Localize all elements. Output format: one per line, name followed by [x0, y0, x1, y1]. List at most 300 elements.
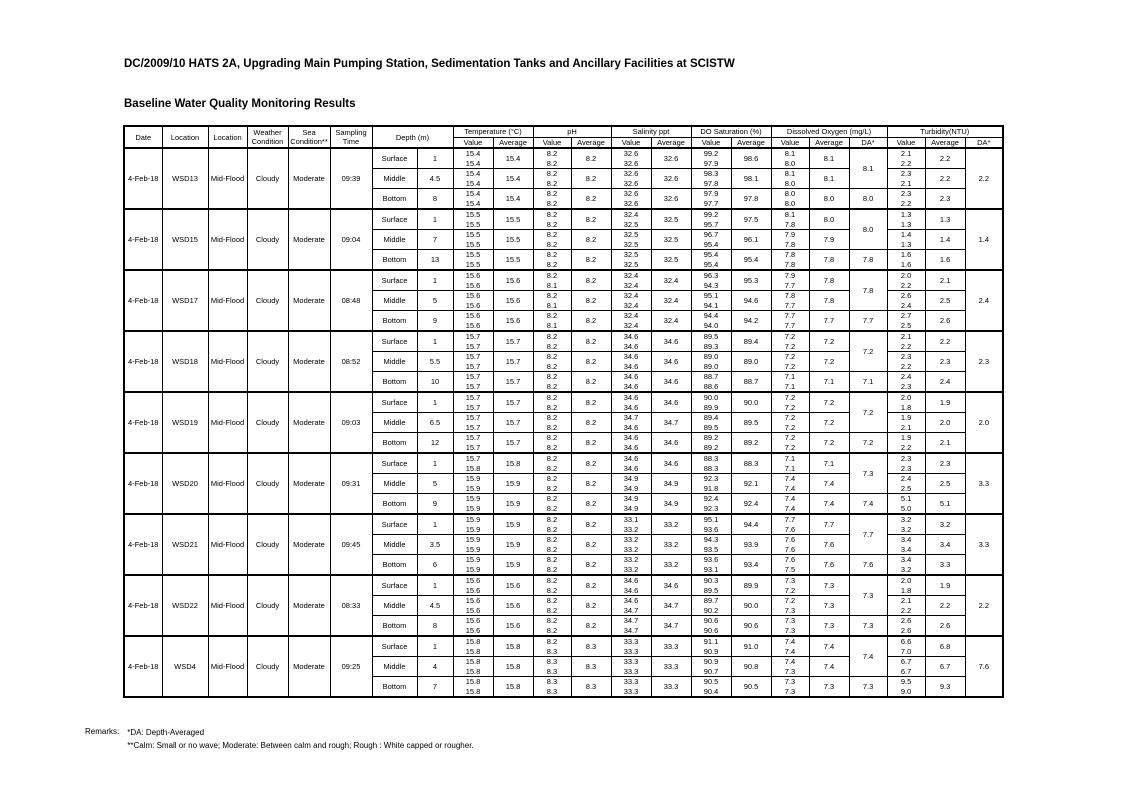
cell-turbidity-average: 1.4: [925, 230, 965, 250]
cell-depth-m: 1: [417, 453, 453, 474]
cell-temperature-value: 15.6 15.6: [453, 596, 493, 616]
cell-turbidity-value: 1.9 2.2: [887, 433, 925, 454]
cell-salinity-average: 34.7: [651, 413, 691, 433]
cell-depth-m: 1: [417, 331, 453, 352]
cell-dissolved-oxygen-average: 7.7: [809, 311, 849, 332]
cell-turbidity-value: 6.7 6.7: [887, 657, 925, 677]
cell-depth-m: 1: [417, 575, 453, 596]
cell-do-saturation-value: 95.4 95.4: [691, 250, 731, 271]
cell-turbidity-average: 2.6: [925, 616, 965, 637]
cell-depth-name: Surface: [372, 270, 417, 291]
cell-dissolved-oxygen-da: 7.2: [849, 392, 887, 433]
cell-do-saturation-value: 94.4 94.0: [691, 311, 731, 332]
cell-depth-m: 4.5: [417, 596, 453, 616]
cell-do-saturation-average: 94.6: [731, 291, 771, 311]
cell-tide-location: Mid-Flood: [208, 148, 247, 209]
cell-do-saturation-value: 90.9 90.7: [691, 657, 731, 677]
cell-dissolved-oxygen-value: 7.4 7.3: [771, 657, 809, 677]
cell-turbidity-average: 2.2: [925, 148, 965, 169]
cell-ph-value: 8.3 8.3: [533, 657, 571, 677]
table-body: [124, 148, 1003, 697]
cell-turbidity-value: 3.2 3.2: [887, 514, 925, 535]
cell-location: WSD20: [162, 453, 208, 514]
cell-ph-value: 8.2 8.2: [533, 555, 571, 576]
cell-salinity-value: 34.6 34.6: [611, 433, 651, 454]
cell-do-saturation-value: 96.3 94.3: [691, 270, 731, 291]
cell-dissolved-oxygen-value: 7.2 7.2: [771, 413, 809, 433]
cell-dissolved-oxygen-average: 7.1: [809, 372, 849, 393]
cell-do-saturation-value: 88.7 88.6: [691, 372, 731, 393]
cell-ph-average: 8.2: [571, 291, 611, 311]
cell-do-saturation-average: 89.0: [731, 352, 771, 372]
cell-turbidity-da: 3.3: [965, 514, 1003, 575]
cell-turbidity-value: 9.5 9.0: [887, 677, 925, 698]
cell-depth-m: 1: [417, 514, 453, 535]
cell-depth-m: 1: [417, 636, 453, 657]
cell-turbidity-average: 3.2: [925, 514, 965, 535]
cell-temperature-average: 15.9: [493, 555, 533, 576]
cell-tide-location: Mid-Flood: [208, 514, 247, 575]
cell-location: WSD15: [162, 209, 208, 270]
cell-salinity-value: 32.6 32.6: [611, 148, 651, 169]
cell-dissolved-oxygen-da: 7.3: [849, 575, 887, 616]
cell-temperature-average: 15.6: [493, 575, 533, 596]
cell-do-saturation-value: 99.2 95.7: [691, 209, 731, 230]
depth-row: [124, 331, 1003, 352]
cell-salinity-value: 33.3 33.3: [611, 636, 651, 657]
cell-date: 4-Feb-18: [124, 331, 162, 392]
cell-dissolved-oxygen-average: 7.2: [809, 392, 849, 413]
subcol-ph-value: Value: [533, 137, 571, 148]
cell-ph-average: 8.2: [571, 453, 611, 474]
cell-salinity-value: 32.4 32.5: [611, 209, 651, 230]
cell-dissolved-oxygen-value: 7.4 7.4: [771, 636, 809, 657]
cell-depth-m: 13: [417, 250, 453, 271]
cell-depth-m: 6.5: [417, 413, 453, 433]
cell-tide-location: Mid-Flood: [208, 209, 247, 270]
cell-salinity-average: 33.3: [651, 636, 691, 657]
cell-do-saturation-average: 97.8: [731, 189, 771, 210]
cell-temperature-value: 15.9 15.9: [453, 514, 493, 535]
cell-dissolved-oxygen-value: 7.3 7.3: [771, 616, 809, 637]
cell-temperature-value: 15.8 15.8: [453, 636, 493, 657]
cell-do-saturation-average: 88.3: [731, 453, 771, 474]
cell-location: WSD4: [162, 636, 208, 697]
cell-location: WSD17: [162, 270, 208, 331]
cell-ph-average: 8.2: [571, 616, 611, 637]
cell-ph-average: 8.2: [571, 169, 611, 189]
cell-sampling-time: 09:31: [330, 453, 372, 514]
cell-salinity-value: 33.3 33.3: [611, 677, 651, 698]
cell-ph-value: 8.2 8.1: [533, 291, 571, 311]
cell-dissolved-oxygen-average: 7.4: [809, 636, 849, 657]
cell-temperature-average: 15.7: [493, 433, 533, 454]
cell-turbidity-value: 2.4 2.5: [887, 474, 925, 494]
cell-dissolved-oxygen-da: 8.1: [849, 148, 887, 189]
cell-ph-value: 8.2 8.1: [533, 311, 571, 332]
cell-turbidity-value: 2.0 2.2: [887, 270, 925, 291]
cell-ph-average: 8.2: [571, 535, 611, 555]
cell-ph-value: 8.2 8.2: [533, 514, 571, 535]
cell-do-saturation-average: 94.4: [731, 514, 771, 535]
monitoring-table: [123, 125, 1004, 698]
cell-dissolved-oxygen-value: 7.6 7.5: [771, 555, 809, 576]
cell-salinity-average: 32.5: [651, 230, 691, 250]
cell-turbidity-value: 5.1 5.0: [887, 494, 925, 515]
cell-date: 4-Feb-18: [124, 148, 162, 209]
cell-temperature-value: 15.4 15.4: [453, 189, 493, 210]
cell-dissolved-oxygen-value: 7.8 7.8: [771, 250, 809, 271]
subcol-temperature-average: Average: [493, 137, 533, 148]
cell-dissolved-oxygen-da: 8.0: [849, 189, 887, 210]
cell-depth-name: Bottom: [372, 555, 417, 576]
subcol-dissolved-oxygen-value: Value: [771, 137, 809, 148]
cell-sea-condition: Moderate: [288, 453, 330, 514]
cell-turbidity-value: 1.9 2.1: [887, 413, 925, 433]
cell-sampling-time: 08:52: [330, 331, 372, 392]
cell-dissolved-oxygen-average: 7.3: [809, 616, 849, 637]
cell-depth-m: 12: [417, 433, 453, 454]
cell-temperature-value: 15.6 15.6: [453, 291, 493, 311]
cell-dissolved-oxygen-average: 7.6: [809, 555, 849, 576]
cell-turbidity-da: 2.3: [965, 331, 1003, 392]
cell-ph-value: 8.2 8.2: [533, 453, 571, 474]
cell-do-saturation-average: 93.9: [731, 535, 771, 555]
cell-do-saturation-average: 95.3: [731, 270, 771, 291]
cell-depth-name: Middle: [372, 352, 417, 372]
cell-dissolved-oxygen-average: 7.2: [809, 352, 849, 372]
cell-turbidity-average: 1.6: [925, 250, 965, 271]
cell-salinity-average: 33.3: [651, 657, 691, 677]
cell-turbidity-average: 1.9: [925, 575, 965, 596]
cell-date: 4-Feb-18: [124, 392, 162, 453]
cell-dissolved-oxygen-da: 7.2: [849, 331, 887, 372]
cell-turbidity-value: 2.3 2.1: [887, 169, 925, 189]
cell-tide-location: Mid-Flood: [208, 270, 247, 331]
cell-depth-m: 1: [417, 148, 453, 169]
cell-depth-name: Middle: [372, 291, 417, 311]
cell-depth-name: Bottom: [372, 616, 417, 637]
cell-turbidity-average: 2.1: [925, 270, 965, 291]
cell-do-saturation-value: 90.6 90.6: [691, 616, 731, 637]
cell-sampling-time: 08:33: [330, 575, 372, 636]
cell-depth-name: Surface: [372, 392, 417, 413]
col-group-do-saturation: DO Saturation (%): [691, 126, 771, 137]
cell-sea-condition: Moderate: [288, 331, 330, 392]
cell-ph-average: 8.3: [571, 636, 611, 657]
cell-ph-average: 8.2: [571, 311, 611, 332]
cell-temperature-value: 15.6 15.6: [453, 311, 493, 332]
cell-temperature-average: 15.6: [493, 291, 533, 311]
cell-salinity-average: 34.9: [651, 494, 691, 515]
cell-depth-m: 3.5: [417, 535, 453, 555]
cell-date: 4-Feb-18: [124, 453, 162, 514]
cell-do-saturation-average: 90.8: [731, 657, 771, 677]
col-header-weather-condition: Weather Condition: [247, 126, 288, 148]
cell-turbidity-da: 7.6: [965, 636, 1003, 697]
cell-ph-average: 8.2: [571, 514, 611, 535]
cell-do-saturation-average: 89.4: [731, 331, 771, 352]
cell-turbidity-da: 2.0: [965, 392, 1003, 453]
depth-row: [124, 636, 1003, 657]
cell-tide-location: Mid-Flood: [208, 331, 247, 392]
cell-tide-location: Mid-Flood: [208, 575, 247, 636]
cell-dissolved-oxygen-average: 7.8: [809, 291, 849, 311]
cell-salinity-average: 33.2: [651, 535, 691, 555]
cell-turbidity-value: 2.1 2.2: [887, 148, 925, 169]
cell-dissolved-oxygen-value: 8.0 8.0: [771, 189, 809, 210]
cell-ph-value: 8.2 8.2: [533, 433, 571, 454]
cell-do-saturation-average: 98.1: [731, 169, 771, 189]
cell-temperature-value: 15.7 15.8: [453, 453, 493, 474]
cell-ph-average: 8.3: [571, 657, 611, 677]
cell-temperature-value: 15.5 15.5: [453, 250, 493, 271]
depth-row: [124, 575, 1003, 596]
cell-salinity-average: 34.6: [651, 433, 691, 454]
depth-row: [124, 270, 1003, 291]
cell-temperature-average: 15.8: [493, 453, 533, 474]
cell-dissolved-oxygen-value: 7.9 7.8: [771, 230, 809, 250]
cell-ph-value: 8.2 8.2: [533, 535, 571, 555]
cell-turbidity-value: 1.4 1.3: [887, 230, 925, 250]
cell-turbidity-value: 2.4 2.3: [887, 372, 925, 393]
cell-temperature-value: 15.7 15.7: [453, 352, 493, 372]
cell-salinity-average: 34.6: [651, 575, 691, 596]
cell-weather-condition: Cloudy: [247, 514, 288, 575]
cell-do-saturation-value: 89.7 90.2: [691, 596, 731, 616]
cell-ph-value: 8.2 8.2: [533, 494, 571, 515]
cell-salinity-value: 33.2 33.2: [611, 555, 651, 576]
document-title: DC/2009/10 HATS 2A, Upgrading Main Pumping Station, Sedimentation Tanks and Ancillary Facilities at SCISTW: [124, 58, 735, 70]
cell-salinity-average: 34.6: [651, 453, 691, 474]
cell-do-saturation-average: 90.6: [731, 616, 771, 637]
cell-turbidity-average: 9.3: [925, 677, 965, 698]
cell-temperature-value: 15.9 15.9: [453, 555, 493, 576]
cell-turbidity-average: 2.0: [925, 413, 965, 433]
cell-dissolved-oxygen-da: 7.8: [849, 250, 887, 271]
cell-sea-condition: Moderate: [288, 575, 330, 636]
cell-salinity-value: 32.5 32.5: [611, 230, 651, 250]
cell-turbidity-da: 2.2: [965, 575, 1003, 636]
cell-depth-m: 7: [417, 677, 453, 698]
subcol-temperature-value: Value: [453, 137, 493, 148]
remarks-label: Remarks:: [85, 727, 120, 736]
cell-do-saturation-value: 89.5 89.3: [691, 331, 731, 352]
cell-depth-name: Surface: [372, 453, 417, 474]
cell-turbidity-average: 1.3: [925, 209, 965, 230]
cell-salinity-average: 32.6: [651, 169, 691, 189]
cell-temperature-value: 15.7 15.7: [453, 392, 493, 413]
cell-dissolved-oxygen-value: 7.6 7.6: [771, 535, 809, 555]
cell-turbidity-value: 1.6 1.6: [887, 250, 925, 271]
cell-depth-m: 7: [417, 230, 453, 250]
col-group-salinity: Salinity ppt: [611, 126, 691, 137]
subcol-turbidity-da: DA*: [965, 137, 1003, 148]
cell-ph-value: 8.2 8.2: [533, 352, 571, 372]
cell-depth-m: 9: [417, 311, 453, 332]
cell-dissolved-oxygen-value: 7.4 7.4: [771, 474, 809, 494]
cell-depth-name: Surface: [372, 636, 417, 657]
cell-depth-m: 6: [417, 555, 453, 576]
cell-dissolved-oxygen-average: 7.4: [809, 494, 849, 515]
cell-temperature-value: 15.4 15.4: [453, 169, 493, 189]
cell-ph-average: 8.2: [571, 555, 611, 576]
cell-sea-condition: Moderate: [288, 636, 330, 697]
cell-weather-condition: Cloudy: [247, 392, 288, 453]
cell-salinity-average: 32.4: [651, 311, 691, 332]
cell-temperature-average: 15.6: [493, 311, 533, 332]
cell-depth-name: Bottom: [372, 250, 417, 271]
cell-temperature-average: 15.5: [493, 230, 533, 250]
cell-dissolved-oxygen-da: 7.4: [849, 636, 887, 677]
cell-turbidity-average: 2.2: [925, 169, 965, 189]
remarks: [85, 727, 474, 752]
cell-do-saturation-average: 95.4: [731, 250, 771, 271]
cell-do-saturation-average: 90.0: [731, 392, 771, 413]
cell-dissolved-oxygen-value: 7.2 7.2: [771, 392, 809, 413]
cell-date: 4-Feb-18: [124, 636, 162, 697]
cell-temperature-value: 15.9 15.9: [453, 494, 493, 515]
cell-depth-name: Surface: [372, 575, 417, 596]
cell-salinity-value: 32.6 32.6: [611, 189, 651, 210]
cell-salinity-value: 33.3 33.3: [611, 657, 651, 677]
cell-dissolved-oxygen-da: 7.8: [849, 270, 887, 311]
cell-do-saturation-value: 98.3 97.8: [691, 169, 731, 189]
cell-sampling-time: 09:03: [330, 392, 372, 453]
cell-temperature-value: 15.7 15.7: [453, 372, 493, 393]
cell-dissolved-oxygen-value: 7.2 7.2: [771, 331, 809, 352]
cell-ph-value: 8.2 8.2: [533, 474, 571, 494]
cell-do-saturation-value: 96.7 95.4: [691, 230, 731, 250]
cell-dissolved-oxygen-da: 8.0: [849, 209, 887, 250]
cell-temperature-value: 15.7 15.7: [453, 413, 493, 433]
cell-temperature-average: 15.6: [493, 596, 533, 616]
cell-temperature-average: 15.4: [493, 169, 533, 189]
cell-date: 4-Feb-18: [124, 270, 162, 331]
cell-depth-name: Middle: [372, 657, 417, 677]
cell-dissolved-oxygen-da: 7.1: [849, 372, 887, 393]
cell-do-saturation-value: 97.9 97.7: [691, 189, 731, 210]
cell-salinity-average: 34.6: [651, 352, 691, 372]
cell-depth-name: Surface: [372, 331, 417, 352]
cell-ph-average: 8.2: [571, 575, 611, 596]
cell-dissolved-oxygen-average: 7.4: [809, 474, 849, 494]
cell-temperature-average: 15.9: [493, 514, 533, 535]
cell-sea-condition: Moderate: [288, 148, 330, 209]
cell-turbidity-value: 1.3 1.3: [887, 209, 925, 230]
cell-do-saturation-average: 91.0: [731, 636, 771, 657]
subcol-salinity-average: Average: [651, 137, 691, 148]
cell-location: WSD21: [162, 514, 208, 575]
page-title: Baseline Water Quality Monitoring Results: [124, 98, 356, 110]
cell-ph-average: 8.2: [571, 372, 611, 393]
cell-depth-name: Bottom: [372, 189, 417, 210]
cell-salinity-value: 33.2 33.2: [611, 535, 651, 555]
cell-temperature-average: 15.5: [493, 250, 533, 271]
cell-depth-name: Middle: [372, 230, 417, 250]
cell-do-saturation-average: 89.5: [731, 413, 771, 433]
cell-turbidity-da: 1.4: [965, 209, 1003, 270]
cell-do-saturation-value: 94.3 93.5: [691, 535, 731, 555]
cell-ph-value: 8.2 8.3: [533, 636, 571, 657]
cell-depth-name: Middle: [372, 474, 417, 494]
cell-temperature-average: 15.9: [493, 494, 533, 515]
cell-do-saturation-average: 89.2: [731, 433, 771, 454]
cell-weather-condition: Cloudy: [247, 270, 288, 331]
cell-salinity-average: 34.7: [651, 596, 691, 616]
cell-dissolved-oxygen-average: 7.8: [809, 250, 849, 271]
subcol-dissolved-oxygen-average: Average: [809, 137, 849, 148]
depth-row: [124, 148, 1003, 169]
col-header-sampling-time: Sampling Time: [330, 126, 372, 148]
cell-do-saturation-value: 99.2 97.9: [691, 148, 731, 169]
cell-do-saturation-average: 92.1: [731, 474, 771, 494]
cell-temperature-average: 15.6: [493, 616, 533, 637]
cell-dissolved-oxygen-da: 7.3: [849, 453, 887, 494]
cell-turbidity-da: 3.3: [965, 453, 1003, 514]
cell-do-saturation-average: 94.2: [731, 311, 771, 332]
cell-do-saturation-value: 95.1 94.1: [691, 291, 731, 311]
remark-da-definition: *DA: Depth-Averaged: [127, 728, 205, 737]
cell-weather-condition: Cloudy: [247, 636, 288, 697]
depth-row: [124, 453, 1003, 474]
cell-turbidity-value: 2.0 1.8: [887, 575, 925, 596]
cell-dissolved-oxygen-value: 7.3 7.3: [771, 677, 809, 698]
cell-do-saturation-value: 90.3 89.5: [691, 575, 731, 596]
cell-ph-average: 8.2: [571, 433, 611, 454]
cell-dissolved-oxygen-value: 7.3 7.2: [771, 575, 809, 596]
cell-sampling-time: 09:04: [330, 209, 372, 270]
cell-salinity-value: 32.4 32.4: [611, 270, 651, 291]
cell-dissolved-oxygen-average: 8.0: [809, 189, 849, 210]
remark-sea-condition-definition: **Calm: Small or no wave; Moderate: Between calm and rough; Rough : White capped or rougher.: [127, 740, 474, 750]
cell-ph-value: 8.2 8.2: [533, 413, 571, 433]
cell-ph-value: 8.2 8.2: [533, 230, 571, 250]
cell-salinity-average: 34.6: [651, 392, 691, 413]
cell-salinity-value: 32.6 32.6: [611, 169, 651, 189]
cell-temperature-value: 15.8 15.8: [453, 657, 493, 677]
cell-tide-location: Mid-Flood: [208, 636, 247, 697]
cell-temperature-average: 15.4: [493, 189, 533, 210]
cell-ph-value: 8.2 8.2: [533, 596, 571, 616]
cell-salinity-value: 34.6 34.7: [611, 596, 651, 616]
cell-turbidity-da: 2.4: [965, 270, 1003, 331]
cell-dissolved-oxygen-average: 7.9: [809, 230, 849, 250]
cell-depth-name: Surface: [372, 514, 417, 535]
cell-do-saturation-value: 88.3 88.3: [691, 453, 731, 474]
cell-temperature-value: 15.7 15.7: [453, 331, 493, 352]
cell-sea-condition: Moderate: [288, 514, 330, 575]
cell-date: 4-Feb-18: [124, 575, 162, 636]
cell-turbidity-average: 2.3: [925, 352, 965, 372]
cell-ph-average: 8.2: [571, 270, 611, 291]
cell-turbidity-value: 2.3 2.3: [887, 453, 925, 474]
cell-ph-average: 8.2: [571, 413, 611, 433]
cell-sampling-time: 09:45: [330, 514, 372, 575]
cell-do-saturation-average: 92.4: [731, 494, 771, 515]
cell-do-saturation-value: 91.1 90.9: [691, 636, 731, 657]
col-header-location: Location: [162, 126, 208, 148]
cell-turbidity-value: 6.6 7.0: [887, 636, 925, 657]
cell-dissolved-oxygen-value: 7.8 7.7: [771, 291, 809, 311]
depth-row: [124, 392, 1003, 413]
cell-do-saturation-average: 96.1: [731, 230, 771, 250]
cell-salinity-average: 32.6: [651, 189, 691, 210]
cell-turbidity-value: 3.4 3.4: [887, 535, 925, 555]
cell-weather-condition: Cloudy: [247, 453, 288, 514]
cell-depth-name: Surface: [372, 148, 417, 169]
cell-do-saturation-average: 97.5: [731, 209, 771, 230]
